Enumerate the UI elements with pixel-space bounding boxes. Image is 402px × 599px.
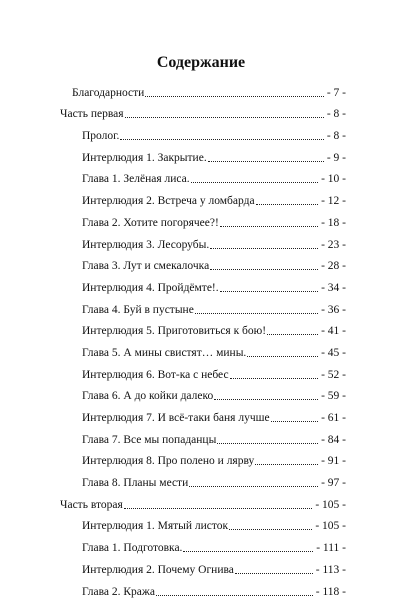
toc-entry-title: Глава 6. А до койки далеко (82, 390, 214, 403)
dot-leader (235, 572, 313, 574)
toc-entry-page-number: - 113 - (315, 563, 346, 576)
toc-entry (60, 295, 346, 317)
toc-entry-title: Интерлюдия 3. Лесорубы. (82, 238, 210, 251)
dot-leader (210, 268, 318, 270)
dot-leader (256, 203, 319, 205)
toc-entry (60, 338, 346, 360)
toc-entry-page-number: - 8 - (326, 108, 346, 121)
dot-leader (267, 333, 318, 335)
dot-leader (195, 312, 318, 314)
dot-leader (230, 377, 319, 379)
toc-entry-title: Интерлюдия 4. Пройдёмте!. (82, 281, 219, 294)
dot-leader (220, 225, 318, 227)
toc-entry-page-number: - 105 - (315, 498, 346, 511)
dot-leader (183, 550, 313, 552)
dot-leader (217, 442, 318, 444)
toc-entry (60, 577, 346, 599)
toc-entry-title: Глава 1. Зелёная лиса. (82, 173, 190, 186)
dot-leader (210, 247, 318, 249)
toc-entry-title: Интерлюдия 8. Про полено и лярву (82, 455, 255, 468)
toc-entry-page-number: - 111 - (316, 542, 346, 555)
toc-entry (60, 447, 346, 469)
toc-entry-page-number: - 23 - (321, 238, 346, 251)
toc-entry-title: Глава 2. Кража (82, 585, 155, 598)
toc-entry-page-number: - 12 - (321, 195, 346, 208)
table-of-contents (60, 78, 346, 599)
toc-entry-title: Глава 2. Хотите погорячее?! (82, 216, 219, 229)
toc-entry (60, 317, 346, 339)
dot-leader (189, 485, 318, 487)
toc-entry (60, 533, 346, 555)
toc-entry-page-number: - 91 - (321, 455, 346, 468)
dot-leader (120, 138, 323, 140)
dot-leader (255, 463, 318, 465)
toc-entry (60, 512, 346, 534)
toc-entry-page-number: - 84 - (321, 433, 346, 446)
dot-leader (125, 116, 324, 118)
toc-entry-title: Интерлюдия 2. Встреча у ломбарда (82, 195, 255, 208)
toc-entry-page-number: - 34 - (321, 281, 346, 294)
dot-leader (220, 290, 318, 292)
toc-entry-title: Глава 5. А мины свистят… мины. (82, 346, 247, 359)
dot-leader (191, 181, 318, 183)
dot-leader (247, 355, 318, 357)
toc-entry-title: Интерлюдия 6. Вот-ка с небес (82, 368, 229, 381)
toc-entry-page-number: - 61 - (321, 412, 346, 424)
toc-entry-title: Часть вторая (60, 498, 123, 511)
toc-entry (60, 208, 346, 230)
toc-entry-title: Глава 4. Буй в пустыне (82, 303, 194, 316)
toc-entry (60, 143, 346, 165)
dot-leader (156, 594, 313, 596)
toc-entry-title: Интерлюдия 5. Приготовиться к бою! (82, 325, 267, 338)
toc-entry (60, 252, 346, 274)
toc-entry (60, 78, 346, 100)
toc-entry-page-number: - 8 - (326, 130, 346, 143)
toc-entry (60, 403, 346, 425)
toc-entry-page-number: - 18 - (321, 216, 346, 229)
toc-entry (60, 186, 346, 208)
toc-entry-page-number: - 7 - (326, 86, 346, 99)
toc-entry-title: Глава 8. Планы мести (82, 477, 189, 490)
dot-leader (208, 160, 324, 162)
toc-entry-page-number: - 41 - (321, 325, 346, 338)
toc-entry (60, 273, 346, 295)
dot-leader (229, 528, 312, 530)
toc-entry-page-number: - 118 - (315, 585, 346, 598)
toc-entry (60, 490, 346, 512)
toc-entry (60, 382, 346, 404)
page-title: Содержание (156, 54, 246, 71)
dot-leader (214, 398, 318, 400)
toc-entry (60, 425, 346, 447)
toc-entry-title: Интерлюдия 1. Закрытие. (82, 151, 207, 164)
dot-leader (124, 507, 313, 509)
toc-entry-title: Глава 7. Все мы попаданцы (82, 433, 217, 446)
toc-entry-page-number: - 28 - (321, 260, 346, 273)
dot-leader (271, 420, 319, 422)
toc-entry-title: Интерлюдия 7. И всё-таки баня лучше (82, 412, 270, 424)
toc-entry-title: Глава 1. Подготовка. (82, 542, 183, 555)
toc-entry (60, 100, 346, 122)
toc-entry-title: Часть первая (60, 108, 124, 121)
toc-entry (60, 165, 346, 187)
toc-entry (60, 360, 346, 382)
toc-entry-page-number: - 59 - (321, 390, 346, 403)
toc-entry-title: Благодарности (72, 86, 145, 99)
toc-entry-title: Интерлюдия 1. Мятый листок (82, 520, 229, 533)
toc-entry-page-number: - 10 - (321, 173, 346, 186)
toc-entry-page-number: - 45 - (321, 346, 346, 359)
toc-entry-page-number: - 52 - (321, 368, 346, 381)
toc-entry (60, 121, 346, 143)
toc-entry-page-number: - 105 - (315, 520, 346, 533)
toc-entry (60, 555, 346, 577)
toc-entry (60, 230, 346, 252)
toc-entry-title: Интерлюдия 2. Почему Огнива (82, 563, 234, 576)
toc-entry-page-number: - 9 - (326, 151, 346, 164)
toc-entry-title: Глава 3. Лут и смекалочка (82, 260, 210, 273)
toc-entry-title: Пролог. (82, 130, 120, 143)
dot-leader (145, 95, 324, 97)
toc-entry (60, 468, 346, 490)
toc-entry-page-number: - 97 - (321, 477, 346, 490)
toc-entry-page-number: - 36 - (321, 303, 346, 316)
